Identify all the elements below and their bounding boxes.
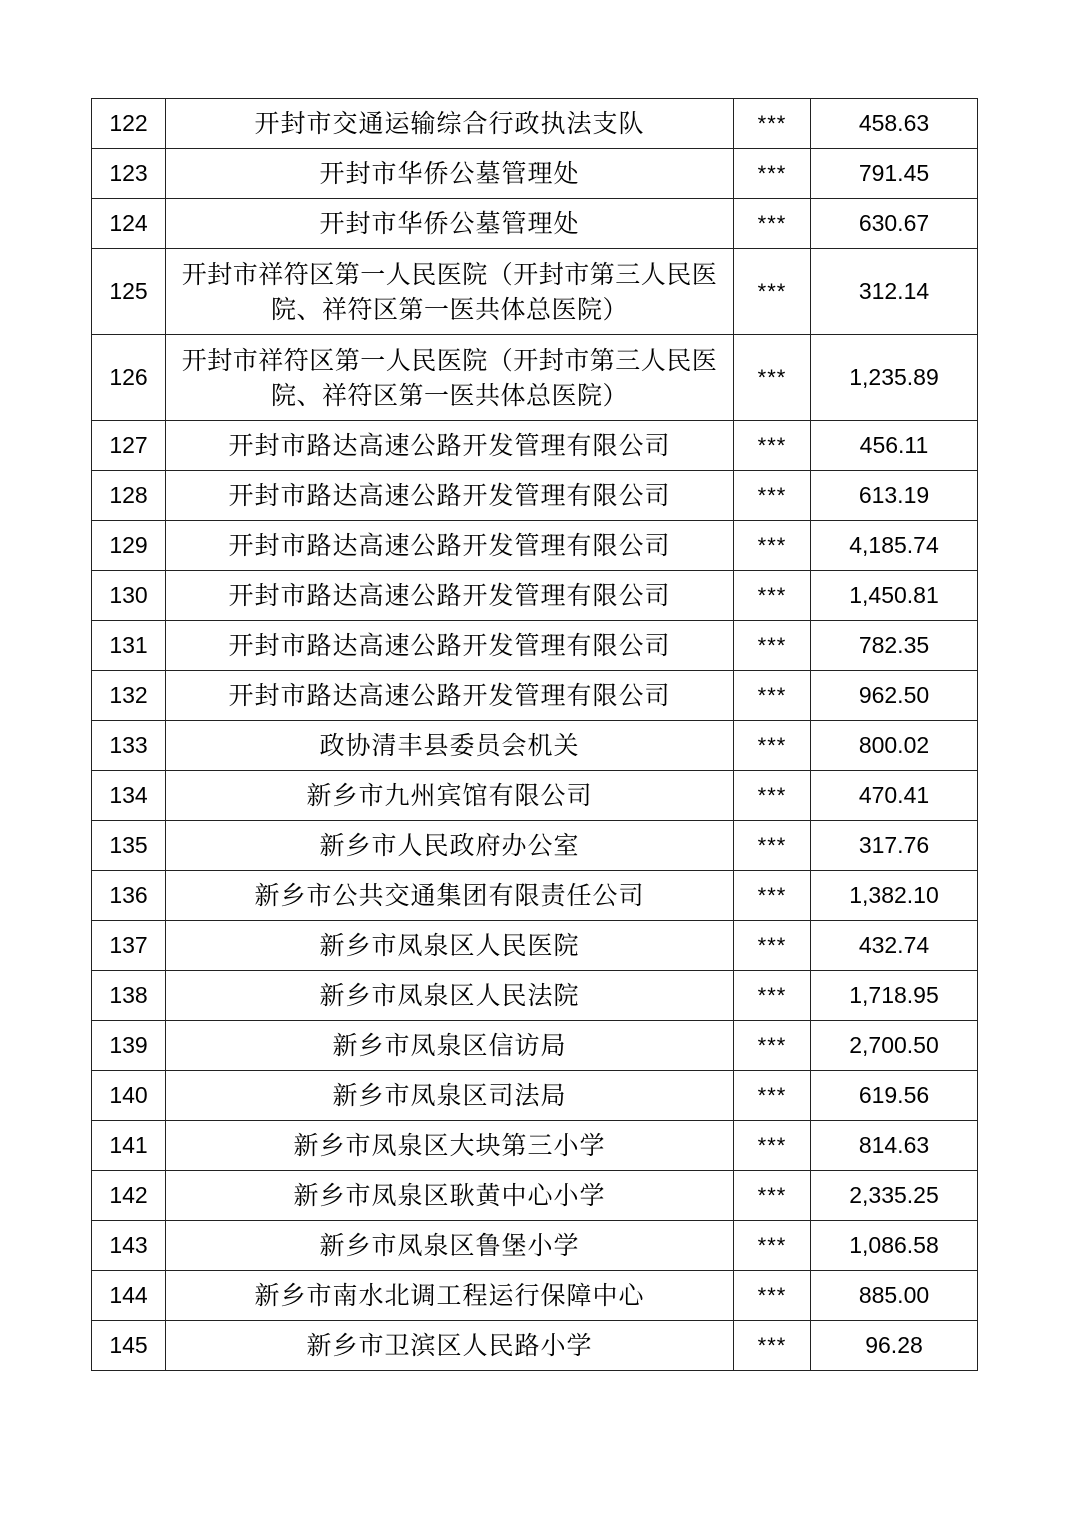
amount-cell: 1,235.89 (811, 335, 978, 421)
organization-name-cell: 新乡市凤泉区人民医院 (166, 921, 734, 971)
row-number-cell: 122 (92, 99, 166, 149)
masked-name-cell: *** (734, 249, 811, 335)
masked-name-cell: *** (734, 521, 811, 571)
masked-name-cell: *** (734, 1171, 811, 1221)
table-row (92, 671, 978, 721)
table-row (92, 971, 978, 1021)
masked-name-cell: *** (734, 971, 811, 1021)
table-row (92, 521, 978, 571)
amount-cell: 800.02 (811, 721, 978, 771)
amount-cell: 432.74 (811, 921, 978, 971)
organization-name-cell: 开封市路达高速公路开发管理有限公司 (166, 621, 734, 671)
table-row (92, 199, 978, 249)
masked-name-cell: *** (734, 421, 811, 471)
amount-cell: 317.76 (811, 821, 978, 871)
row-number-cell: 135 (92, 821, 166, 871)
masked-name-cell: *** (734, 771, 811, 821)
table-row (92, 1271, 978, 1321)
amount-cell: 2,335.25 (811, 1171, 978, 1221)
row-number-cell: 137 (92, 921, 166, 971)
table-row (92, 421, 978, 471)
amount-cell: 1,382.10 (811, 871, 978, 921)
masked-name-cell: *** (734, 1021, 811, 1071)
table-row (92, 921, 978, 971)
amount-cell: 1,718.95 (811, 971, 978, 1021)
masked-name-cell: *** (734, 471, 811, 521)
row-number-cell: 124 (92, 199, 166, 249)
table-row (92, 149, 978, 199)
masked-name-cell: *** (734, 921, 811, 971)
row-number-cell: 123 (92, 149, 166, 199)
organization-name-cell: 新乡市凤泉区大块第三小学 (166, 1121, 734, 1171)
table-row (92, 1071, 978, 1121)
table-row (92, 871, 978, 921)
table-row (92, 571, 978, 621)
organization-name-cell: 开封市路达高速公路开发管理有限公司 (166, 471, 734, 521)
table-row (92, 335, 978, 421)
masked-name-cell: *** (734, 1221, 811, 1271)
amount-cell: 456.11 (811, 421, 978, 471)
amount-cell: 962.50 (811, 671, 978, 721)
organization-name-cell: 开封市路达高速公路开发管理有限公司 (166, 521, 734, 571)
amount-cell: 782.35 (811, 621, 978, 671)
row-number-cell: 141 (92, 1121, 166, 1171)
amount-cell: 885.00 (811, 1271, 978, 1321)
masked-name-cell: *** (734, 1271, 811, 1321)
organization-name-cell: 新乡市九州宾馆有限公司 (166, 771, 734, 821)
row-number-cell: 132 (92, 671, 166, 721)
table-row (92, 771, 978, 821)
amount-cell: 470.41 (811, 771, 978, 821)
organization-name-cell: 开封市路达高速公路开发管理有限公司 (166, 571, 734, 621)
masked-name-cell: *** (734, 571, 811, 621)
masked-name-cell: *** (734, 1121, 811, 1171)
row-number-cell: 139 (92, 1021, 166, 1071)
amount-cell: 791.45 (811, 149, 978, 199)
document-page (91, 98, 977, 1371)
table-row (92, 99, 978, 149)
organization-name-cell: 新乡市凤泉区鲁堡小学 (166, 1221, 734, 1271)
row-number-cell: 129 (92, 521, 166, 571)
organization-name-cell: 开封市祥符区第一人民医院（开封市第三人民医院、祥符区第一医共体总医院） (166, 249, 734, 335)
records-table (91, 98, 978, 1371)
amount-cell: 458.63 (811, 99, 978, 149)
table-row (92, 1021, 978, 1071)
masked-name-cell: *** (734, 1071, 811, 1121)
amount-cell: 1,450.81 (811, 571, 978, 621)
table-row (92, 821, 978, 871)
table-row (92, 1221, 978, 1271)
organization-name-cell: 新乡市公共交通集团有限责任公司 (166, 871, 734, 921)
organization-name-cell: 开封市祥符区第一人民医院（开封市第三人民医院、祥符区第一医共体总医院） (166, 335, 734, 421)
row-number-cell: 130 (92, 571, 166, 621)
records-table-body (92, 99, 978, 1371)
row-number-cell: 127 (92, 421, 166, 471)
masked-name-cell: *** (734, 149, 811, 199)
organization-name-cell: 政协清丰县委员会机关 (166, 721, 734, 771)
organization-name-cell: 新乡市人民政府办公室 (166, 821, 734, 871)
organization-name-cell: 新乡市凤泉区耿黄中心小学 (166, 1171, 734, 1221)
organization-name-cell: 开封市华侨公墓管理处 (166, 199, 734, 249)
amount-cell: 96.28 (811, 1321, 978, 1371)
table-row (92, 1121, 978, 1171)
masked-name-cell: *** (734, 671, 811, 721)
masked-name-cell: *** (734, 335, 811, 421)
masked-name-cell: *** (734, 621, 811, 671)
amount-cell: 619.56 (811, 1071, 978, 1121)
amount-cell: 630.67 (811, 199, 978, 249)
row-number-cell: 136 (92, 871, 166, 921)
table-row (92, 1321, 978, 1371)
amount-cell: 1,086.58 (811, 1221, 978, 1271)
row-number-cell: 143 (92, 1221, 166, 1271)
organization-name-cell: 新乡市卫滨区人民路小学 (166, 1321, 734, 1371)
organization-name-cell: 开封市华侨公墓管理处 (166, 149, 734, 199)
row-number-cell: 142 (92, 1171, 166, 1221)
organization-name-cell: 开封市路达高速公路开发管理有限公司 (166, 421, 734, 471)
amount-cell: 613.19 (811, 471, 978, 521)
organization-name-cell: 新乡市凤泉区信访局 (166, 1021, 734, 1071)
row-number-cell: 140 (92, 1071, 166, 1121)
masked-name-cell: *** (734, 199, 811, 249)
organization-name-cell: 开封市路达高速公路开发管理有限公司 (166, 671, 734, 721)
amount-cell: 4,185.74 (811, 521, 978, 571)
table-row (92, 471, 978, 521)
organization-name-cell: 新乡市凤泉区人民法院 (166, 971, 734, 1021)
row-number-cell: 133 (92, 721, 166, 771)
row-number-cell: 134 (92, 771, 166, 821)
amount-cell: 814.63 (811, 1121, 978, 1171)
organization-name-cell: 新乡市凤泉区司法局 (166, 1071, 734, 1121)
table-row (92, 249, 978, 335)
table-row (92, 621, 978, 671)
row-number-cell: 138 (92, 971, 166, 1021)
table-row (92, 721, 978, 771)
amount-cell: 2,700.50 (811, 1021, 978, 1071)
masked-name-cell: *** (734, 721, 811, 771)
row-number-cell: 126 (92, 335, 166, 421)
row-number-cell: 145 (92, 1321, 166, 1371)
organization-name-cell: 开封市交通运输综合行政执法支队 (166, 99, 734, 149)
masked-name-cell: *** (734, 821, 811, 871)
table-row (92, 1171, 978, 1221)
masked-name-cell: *** (734, 99, 811, 149)
row-number-cell: 131 (92, 621, 166, 671)
row-number-cell: 128 (92, 471, 166, 521)
masked-name-cell: *** (734, 1321, 811, 1371)
masked-name-cell: *** (734, 871, 811, 921)
organization-name-cell: 新乡市南水北调工程运行保障中心 (166, 1271, 734, 1321)
amount-cell: 312.14 (811, 249, 978, 335)
row-number-cell: 125 (92, 249, 166, 335)
row-number-cell: 144 (92, 1271, 166, 1321)
